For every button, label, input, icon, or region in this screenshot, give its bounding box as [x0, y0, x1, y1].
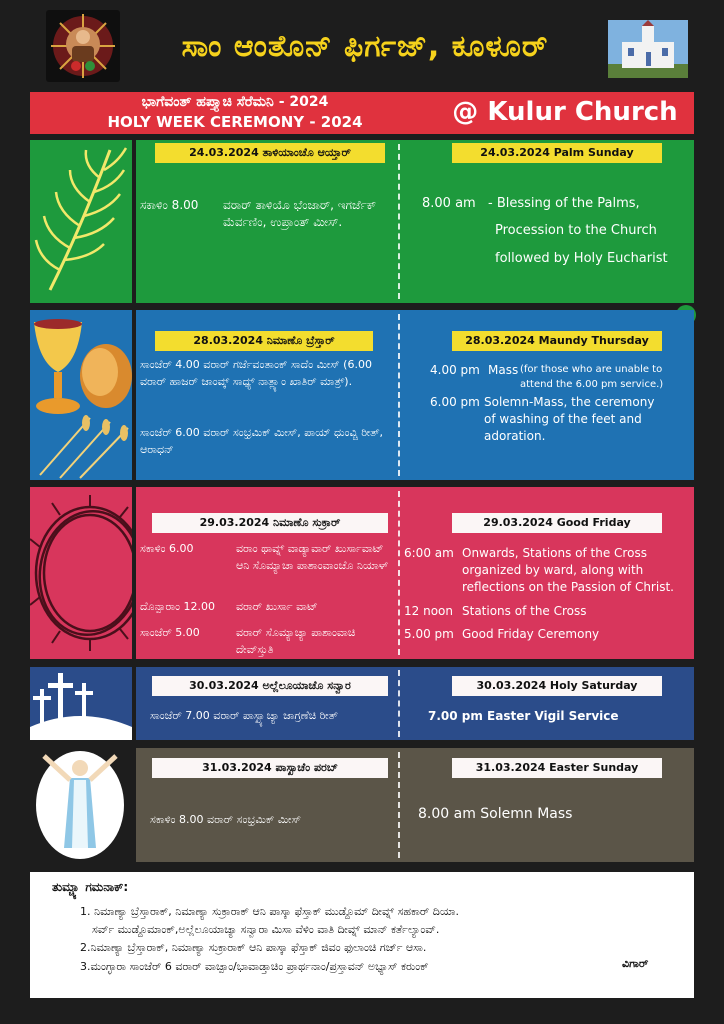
en-time-a: 4.00 pm — [430, 363, 480, 377]
banner-english-title: HOLY WEEK CEREMONY - 2024 — [107, 113, 363, 131]
signature-vicar: ವಿಗಾರ್ — [622, 957, 649, 970]
note-3: 3.ಮಂಗ್ಳಾರಾ ಸಾಂಜೆರ್ 6 ವರಾರ್ ವಾಚ್ಪಾಂ/ಭಾವಾಡ್ತಾಚಿಂ ಪ್ರಾರ್ಥನಾಂ/ಪ್ರಸ್ತಾವನ್ ಅಭ್ಯಾಸ್ ಕರುಂಕ್ — [80, 960, 429, 973]
location-label: @ Kulur Church — [452, 97, 678, 127]
en-line-2: Procession to the Church — [495, 223, 657, 238]
saint-logo — [46, 10, 120, 82]
kn-time-a: ಸಕಾಳಿಂ 6.00 — [140, 542, 194, 555]
kn-description-b: ವರಾರ್ ಖುರ್ಸಾ ವಾಟ್ — [236, 600, 318, 613]
risen-christ-icon — [30, 748, 132, 862]
en-time-b: 12 noon — [404, 604, 453, 618]
kn-time-b: ದೊನ್ಪಾರಾಂ 12.00 — [140, 600, 215, 613]
en-date-tab: 28.03.2024 Maundy Thursday — [452, 331, 662, 351]
en-text-a: Mass — [488, 363, 519, 377]
kn-date-tab: 28.03.2024 ನಿಮಾಣೊ ಬ್ರೆಸ್ತಾರ್ — [155, 331, 373, 351]
en-date-tab: 31.03.2024 Easter Sunday — [452, 758, 662, 778]
chalice-bread-icon — [30, 310, 132, 480]
note-1: 1. ನಿಮಾಣ್ಯಾ ಬ್ರೆಸ್ತಾರಾಕ್, ನಿಮಾಣ್ಯಾ ಸುಕ್ರಾರಾಕ್ ಆನಿ ಪಾಸ್ಕಾ ಫೆಸ್ತಾಕ್ ಮುಡ್ದೊಮ್ ದೀವ್ನ್ ಸಹಕಾರ್ ದಿಯಾ. — [80, 905, 460, 918]
kn-date-tab: 30.03.2024 ಅಲ್ಲೆಲೂಯಾಚೊ ಸನ್ವಾರ — [152, 676, 388, 696]
row-divider — [398, 752, 400, 858]
en-line-1: - Blessing of the Palms, — [488, 196, 640, 211]
palm-icon — [30, 140, 132, 303]
kn-date-tab: 24.03.2024 ತಾಳಿಯಾಂಚೊ ಆಯ್ತಾರ್ — [155, 143, 385, 163]
en-time-c: 5.00 pm — [404, 627, 454, 641]
row-divider — [398, 491, 400, 655]
en-text-c: Good Friday Ceremony — [462, 627, 600, 641]
en-note-a: (for those who are unable to attend the 6.00 pm service.) — [520, 364, 664, 390]
kn-date-tab: 31.03.2024 ಪಾಸ್ಖಾಚೆಂ ಪರಬ್ — [152, 758, 388, 778]
en-description: 8.00 am Solemn Mass — [418, 806, 573, 822]
notes-heading: ತುಮ್ಚ್ಯಾ ಗಮನಾಕ್: — [52, 880, 129, 894]
church-photo — [608, 20, 688, 78]
kn-description-c: ವರಾರ್ ಸೊಮ್ಯಾಚ್ಯಾ ಪಾಶಾಂವಾಚಿ ದೇವ್‌ಸ್ತುತಿ — [236, 626, 356, 656]
crown-of-thorns-icon — [30, 487, 132, 659]
banner-konkani-title: ಭಾಗೆವಂತ್ ಹಪ್ತ್ಯಾಚಿ ಸೆರೆಮನಿ - 2024 — [141, 94, 329, 110]
en-text-a: Onwards, Stations of the Cross organized by ward, along with reflections on the Passion of Christ. — [462, 546, 674, 594]
row-divider — [398, 670, 400, 737]
notes-panel — [30, 872, 694, 998]
en-description: 7.00 pm Easter Vigil Service — [428, 709, 619, 723]
en-date-tab: 29.03.2024 Good Friday — [452, 513, 662, 533]
en-time: 8.00 am — [422, 196, 476, 211]
en-time-a: 6:00 am — [404, 546, 454, 560]
en-time-b: 6.00 pm — [430, 395, 480, 409]
kn-description: ವರಾರ್ ತಾಳಿಯೊ ಭೆಂಜಾರ್, ಇಗರ್ಜೆಕ್ ಮೆರ್ವಣಿಂ, ಉಪ್ರಾಂತ್ ಮೀಸ್. — [223, 198, 377, 229]
en-date-tab: 30.03.2024 Holy Saturday — [452, 676, 662, 696]
kn-time-c: ಸಾಂಜೆರ್ 5.00 — [140, 626, 200, 639]
kn-time: ಸಕಾಳಿಂ 8.00 — [140, 198, 199, 212]
note-1b: ಸರ್ವ್ ಮುಡ್ದೊಮಾಂಕ್,ಅಲ್ಲೆಲೂಯಾಚ್ಯಾ ಸನ್ವಾರಾ ಮಿಸಾ ವೆಳಿಂ ವಾತಿ ದೀವ್ನ್ ಮಾನ್ ಕರ್ತೆಲ್ಯಾಂವ್. — [92, 923, 440, 936]
kn-description-a: ವರಾಂ ಥಾವ್ನ್ ವಾಡ್ಯಾವಾರ್ ಖುರ್ಸಾವಾಟ್ ಆನಿ ಸೊಮ್ಯಾಚಾ ಪಾಶಾಂವಾಂಚೊ ನಿಯಾಳ್ — [236, 542, 389, 572]
kn-description-b: ಸಾಂಜೆರ್ 6.00 ವರಾರ್ ಸಂಭ್ರಮಿಕ್ ಮೀಸ್, ಪಾಯ್ ಧುಂವ್ಚಿ ರೀತ್, ಆರಾಧನ್ — [140, 426, 384, 456]
note-2: 2.ನಿಮಾಣ್ಯಾ ಬ್ರೆಸ್ತಾರಾಕ್, ನಿಮಾಣ್ಯಾ ಸುಕ್ರಾರಾಕ್ ಆನಿ ಪಾಸ್ಕಾ ಫೆಸ್ತಾಕ್ ಜಿವಂ ಫುಲಾಂಚಿ ಗರ್ಜ್ ಆಸಾ. — [80, 941, 427, 954]
en-text-b: Solemn-Mass, the ceremony of washing of the feet and adoration. — [484, 395, 655, 443]
three-crosses-icon — [30, 667, 132, 740]
kn-description: ಸಾಂಜೆರ್ 7.00 ವರಾರ್ ಪಾಸ್ಖ್ಯಾಚ್ಯಾ ಜಾಗ್ರಣೆಚಿ ರೀತ್ — [150, 709, 339, 722]
en-text-b: Stations of the Cross — [462, 604, 587, 618]
page-title: ಸಾಂ ಆಂತೊನ್ ಫಿರ್ಗಜ್, ಕೂಳೂರ್ — [181, 29, 549, 64]
en-date-tab: 24.03.2024 Palm Sunday — [452, 143, 662, 163]
row-divider — [398, 144, 400, 299]
en-line-3: followed by Holy Eucharist — [495, 251, 668, 266]
kn-date-tab: 29.03.2024 ನಿಮಾಣೊ ಸುಕ್ರಾರ್ — [152, 513, 388, 533]
kn-description-a: ಸಾಂಜೆರ್ 4.00 ವರಾರ್ ಗರ್ಜೆವಂತಾಂಕ್ ಸಾದೆಂ ಮೀಸ್ (6.00 ವರಾರ್ ಹಾಜರ್ ಜಾಂವ್ಕ್ ಸಾಧ್ಯ್ ನಾತ್ಲ್ಯಾಂ ಖಾತಿರ್ ಮಾತ್ರ್). — [140, 358, 372, 388]
row-divider — [398, 314, 400, 476]
kn-description: ಸಕಾಳಿಂ 8.00 ವರಾರ್ ಸಂಭ್ರಮಿಕ್ ಮೀಸ್ — [150, 813, 301, 826]
